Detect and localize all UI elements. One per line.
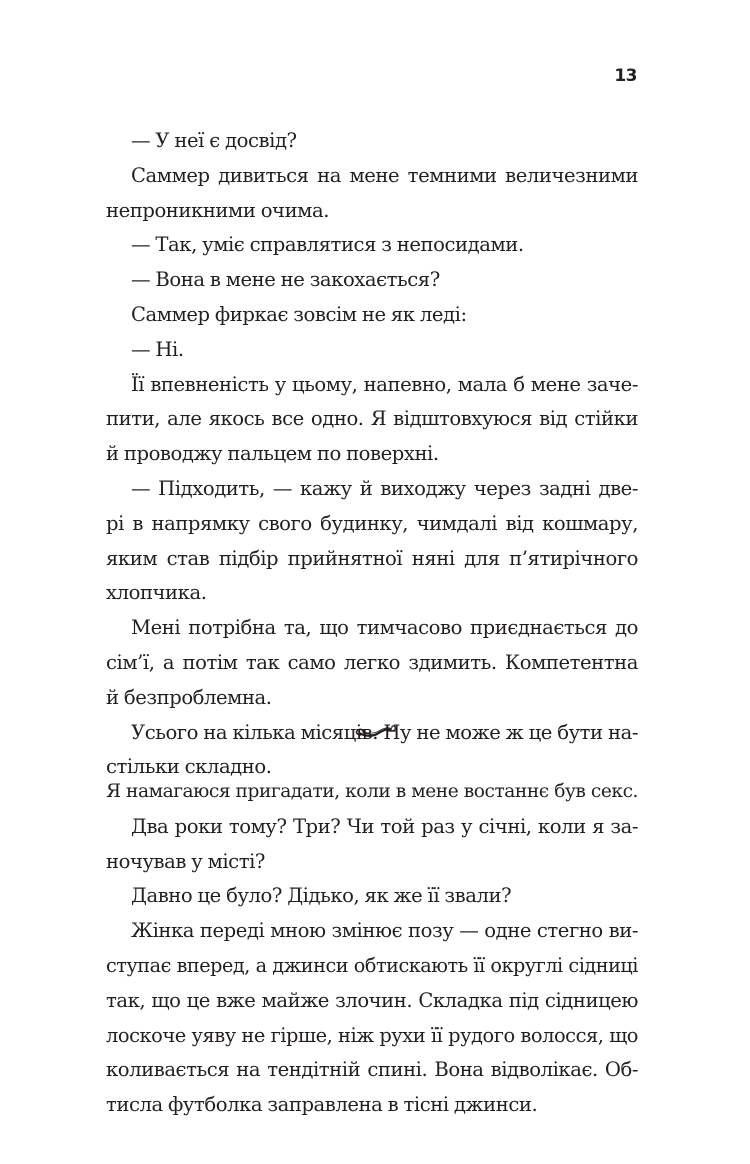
text-line: пити, але якось все одно. Я відштовхуюся від стійки: [106, 407, 638, 431]
text-line: так, що це вже майже злочин. Складка під сідницею: [106, 988, 638, 1012]
text-line: й проводжу пальцем по поверхні.: [106, 442, 439, 466]
text-line: — Так, уміє справлятися з непосидами.: [131, 233, 524, 257]
text-line: Мені потрібна та, що тимчасово приєднається до: [131, 616, 638, 640]
text-line: — Підходить, — кажу й виходжу через задні две-: [131, 476, 638, 500]
text-line: Жінка переді мною змінює позу — одне стегно ви-: [131, 919, 638, 943]
text-line: Саммер фиркає зовсім не як леді:: [131, 302, 467, 326]
text-line: коливається на тендітній спині. Вона відволікає. Об-: [106, 1058, 638, 1082]
text-line: Давно це було? Дідько, як же її звали?: [131, 884, 512, 908]
text-line: стільки складно.: [106, 755, 272, 779]
text-line: — Вона в мене не закохається?: [131, 268, 440, 292]
text-line: рі в напрямку свого будинку, чимдалі від кошмару,: [106, 511, 638, 535]
text-line: яким став підбір прийнятної няні для п’ятирічного: [106, 546, 638, 570]
text-line: Саммер дивиться на мене темними величезними: [131, 163, 638, 187]
page-number: 13: [614, 66, 637, 86]
text-line: — Ні.: [131, 337, 184, 361]
text-line: Її впевненість у цьому, напевно, мала б мене заче-: [131, 372, 638, 396]
text-line: сім’ї, а потім так само легко здимить. Компетентна: [106, 650, 638, 674]
text-line: лоскоче уяву не гірше, ніж рухи її рудого волосся, що: [106, 1023, 638, 1047]
text-line: непроникними очима.: [106, 198, 329, 222]
text-line: тисла футболка заправлена в тісні джинси.: [106, 1093, 538, 1117]
text-section-2: [106, 775, 638, 1123]
text-line: ступає вперед, а джинси обтискають її округлі сідниці: [106, 953, 638, 977]
text-line: Два роки тому? Три? Чи той раз у січні, коли я за-: [131, 814, 638, 838]
text-line: хлопчика.: [106, 581, 207, 605]
text-line: — У неї є досвід?: [131, 129, 297, 152]
text-line: Усього на кілька місяців. Ну не може ж це бути на-: [131, 720, 638, 744]
text-line: й безпроблемна.: [106, 685, 272, 709]
text-section-1: [106, 124, 638, 785]
flourish-ornament-icon: [351, 722, 401, 742]
text-line: ночував у місті?: [106, 849, 265, 873]
text-line: Я намагаюся пригадати, коли в мене востаннє був секс.: [106, 781, 638, 802]
